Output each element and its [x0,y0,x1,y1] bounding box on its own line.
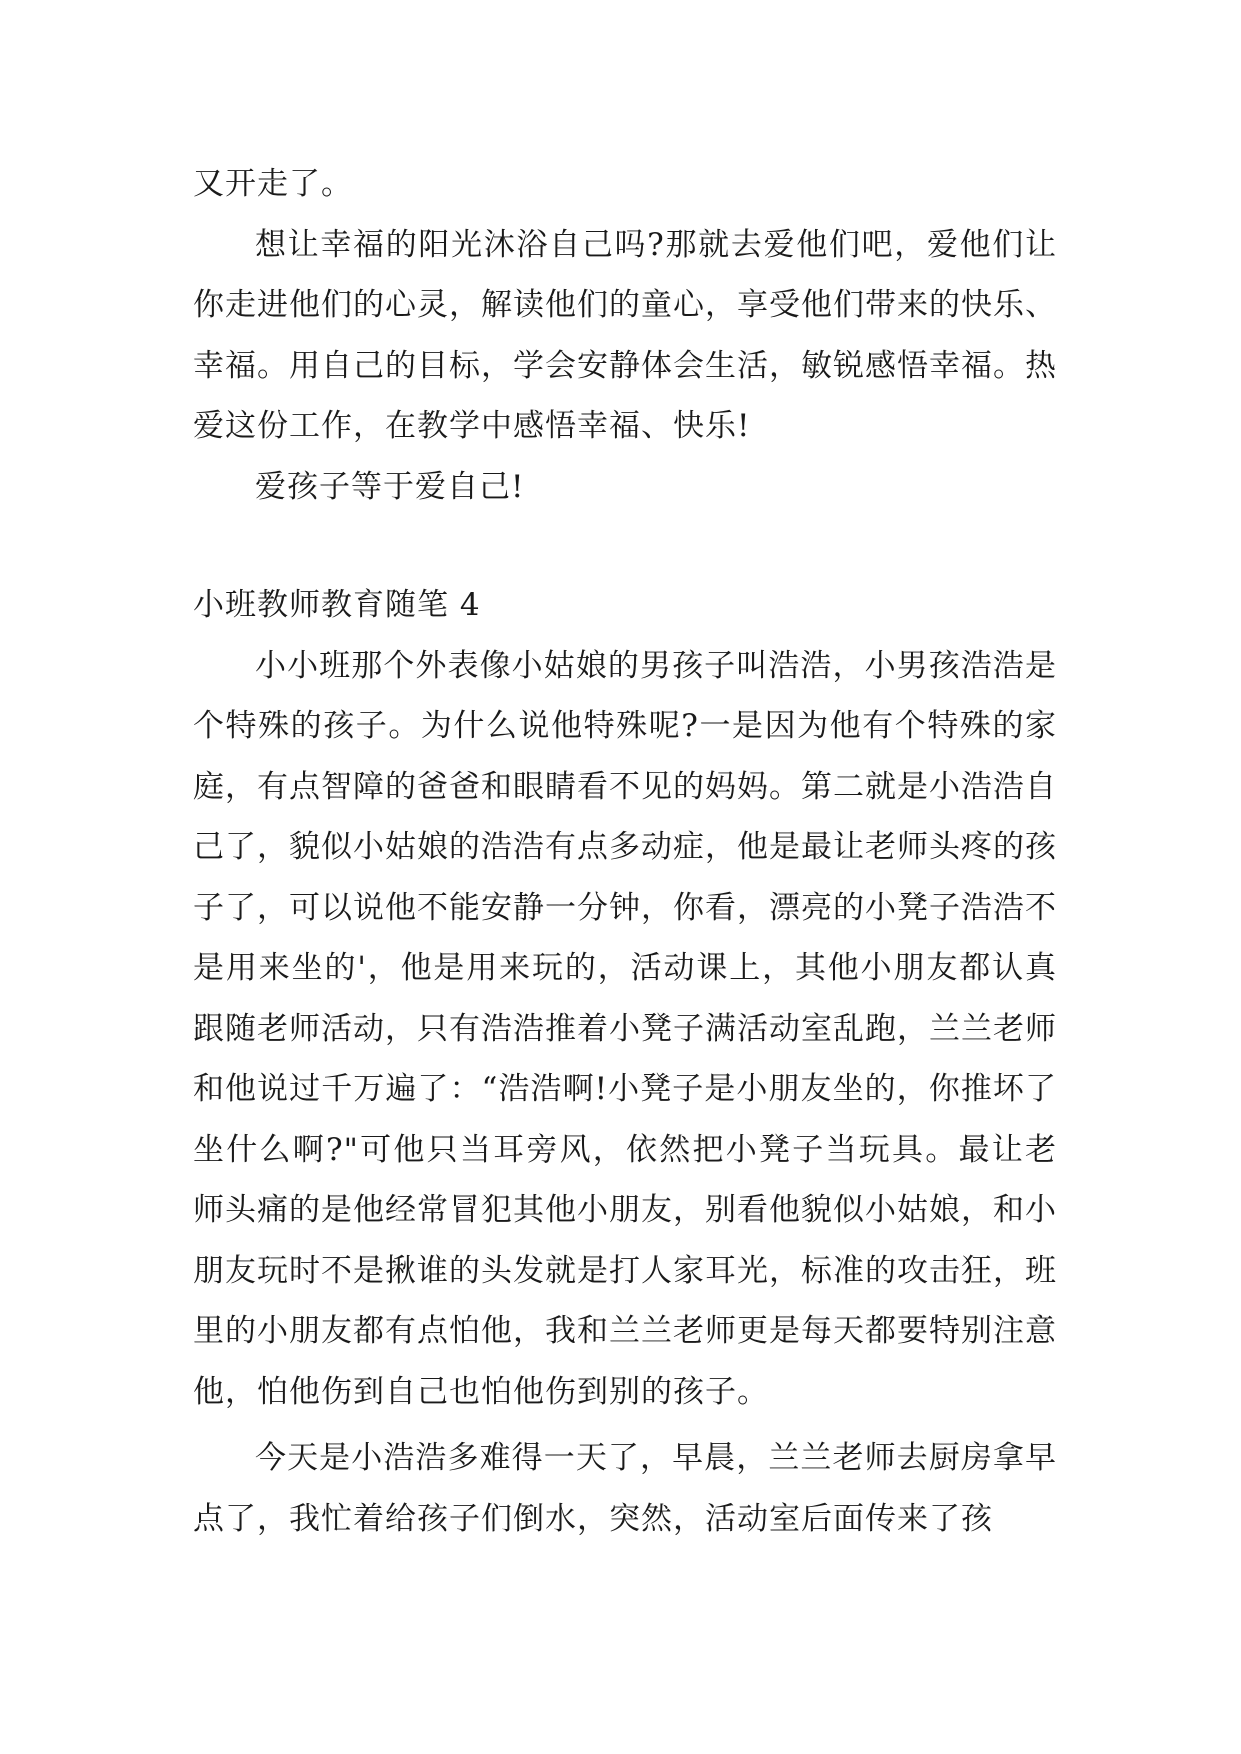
paragraph-happiness: 想让幸福的阳光沐浴自己吗?那就去爱他们吧，爱他们让你走进他们的心灵，解读他们的童心，享受他们带来的快乐、幸福。用自己的目标，学会安静体会生活，敏锐感悟幸福。热爱这份工作，在教学中感悟幸福、快乐! [193,226,1057,444]
paragraph-today: 今天是小浩浩多难得一天了，早晨，兰兰老师去厨房拿早点了，我忙着给孩子们倒水，突然，活动室后面传来了孩 [193,1440,1057,1537]
section-title: 小班教师教育随笔 4 [193,587,481,623]
continued-paragraph: 又开走了。 [193,166,353,202]
document-body [193,154,1057,1549]
paragraph-love-children: 爱孩子等于爱自己! [255,468,525,505]
paragraph-haohao-intro: 小小班那个外表像小姑娘的男孩子叫浩浩，小男孩浩浩是个特殊的孩子。为什么说他特殊呢?一是因为他有个特殊的家庭，有点智障的爸爸和眼睛看不见的妈妈。第二就是小浩浩自己了，貌似小姑娘的浩浩有点多动症，他是最让老师头疼的孩子了，可以说他不能安静一分钟，你看，漂亮的小凳子浩浩不是用来坐的'，他是用来玩的，活动课上，其他小朋友都认真跟随老师活动，只有浩浩推着小凳子满活动室乱跑，兰兰老师和他说过千万遍了：“浩浩啊!小凳子是小朋友坐的，你推坏了坐什么啊?"可他只当耳旁风，依然把小凳子当玩具。最让老师头痛的是他经常冒犯其他小朋友，别看他貌似小姑娘，和小朋友玩时不是揪谁的头发就是打人家耳光，标准的攻击狂，班里的小朋友都有点怕他，我和兰兰老师更是每天都要特别注意他，怕他伤到自己也怕他伤到别的孩子。 [193,647,1057,1410]
